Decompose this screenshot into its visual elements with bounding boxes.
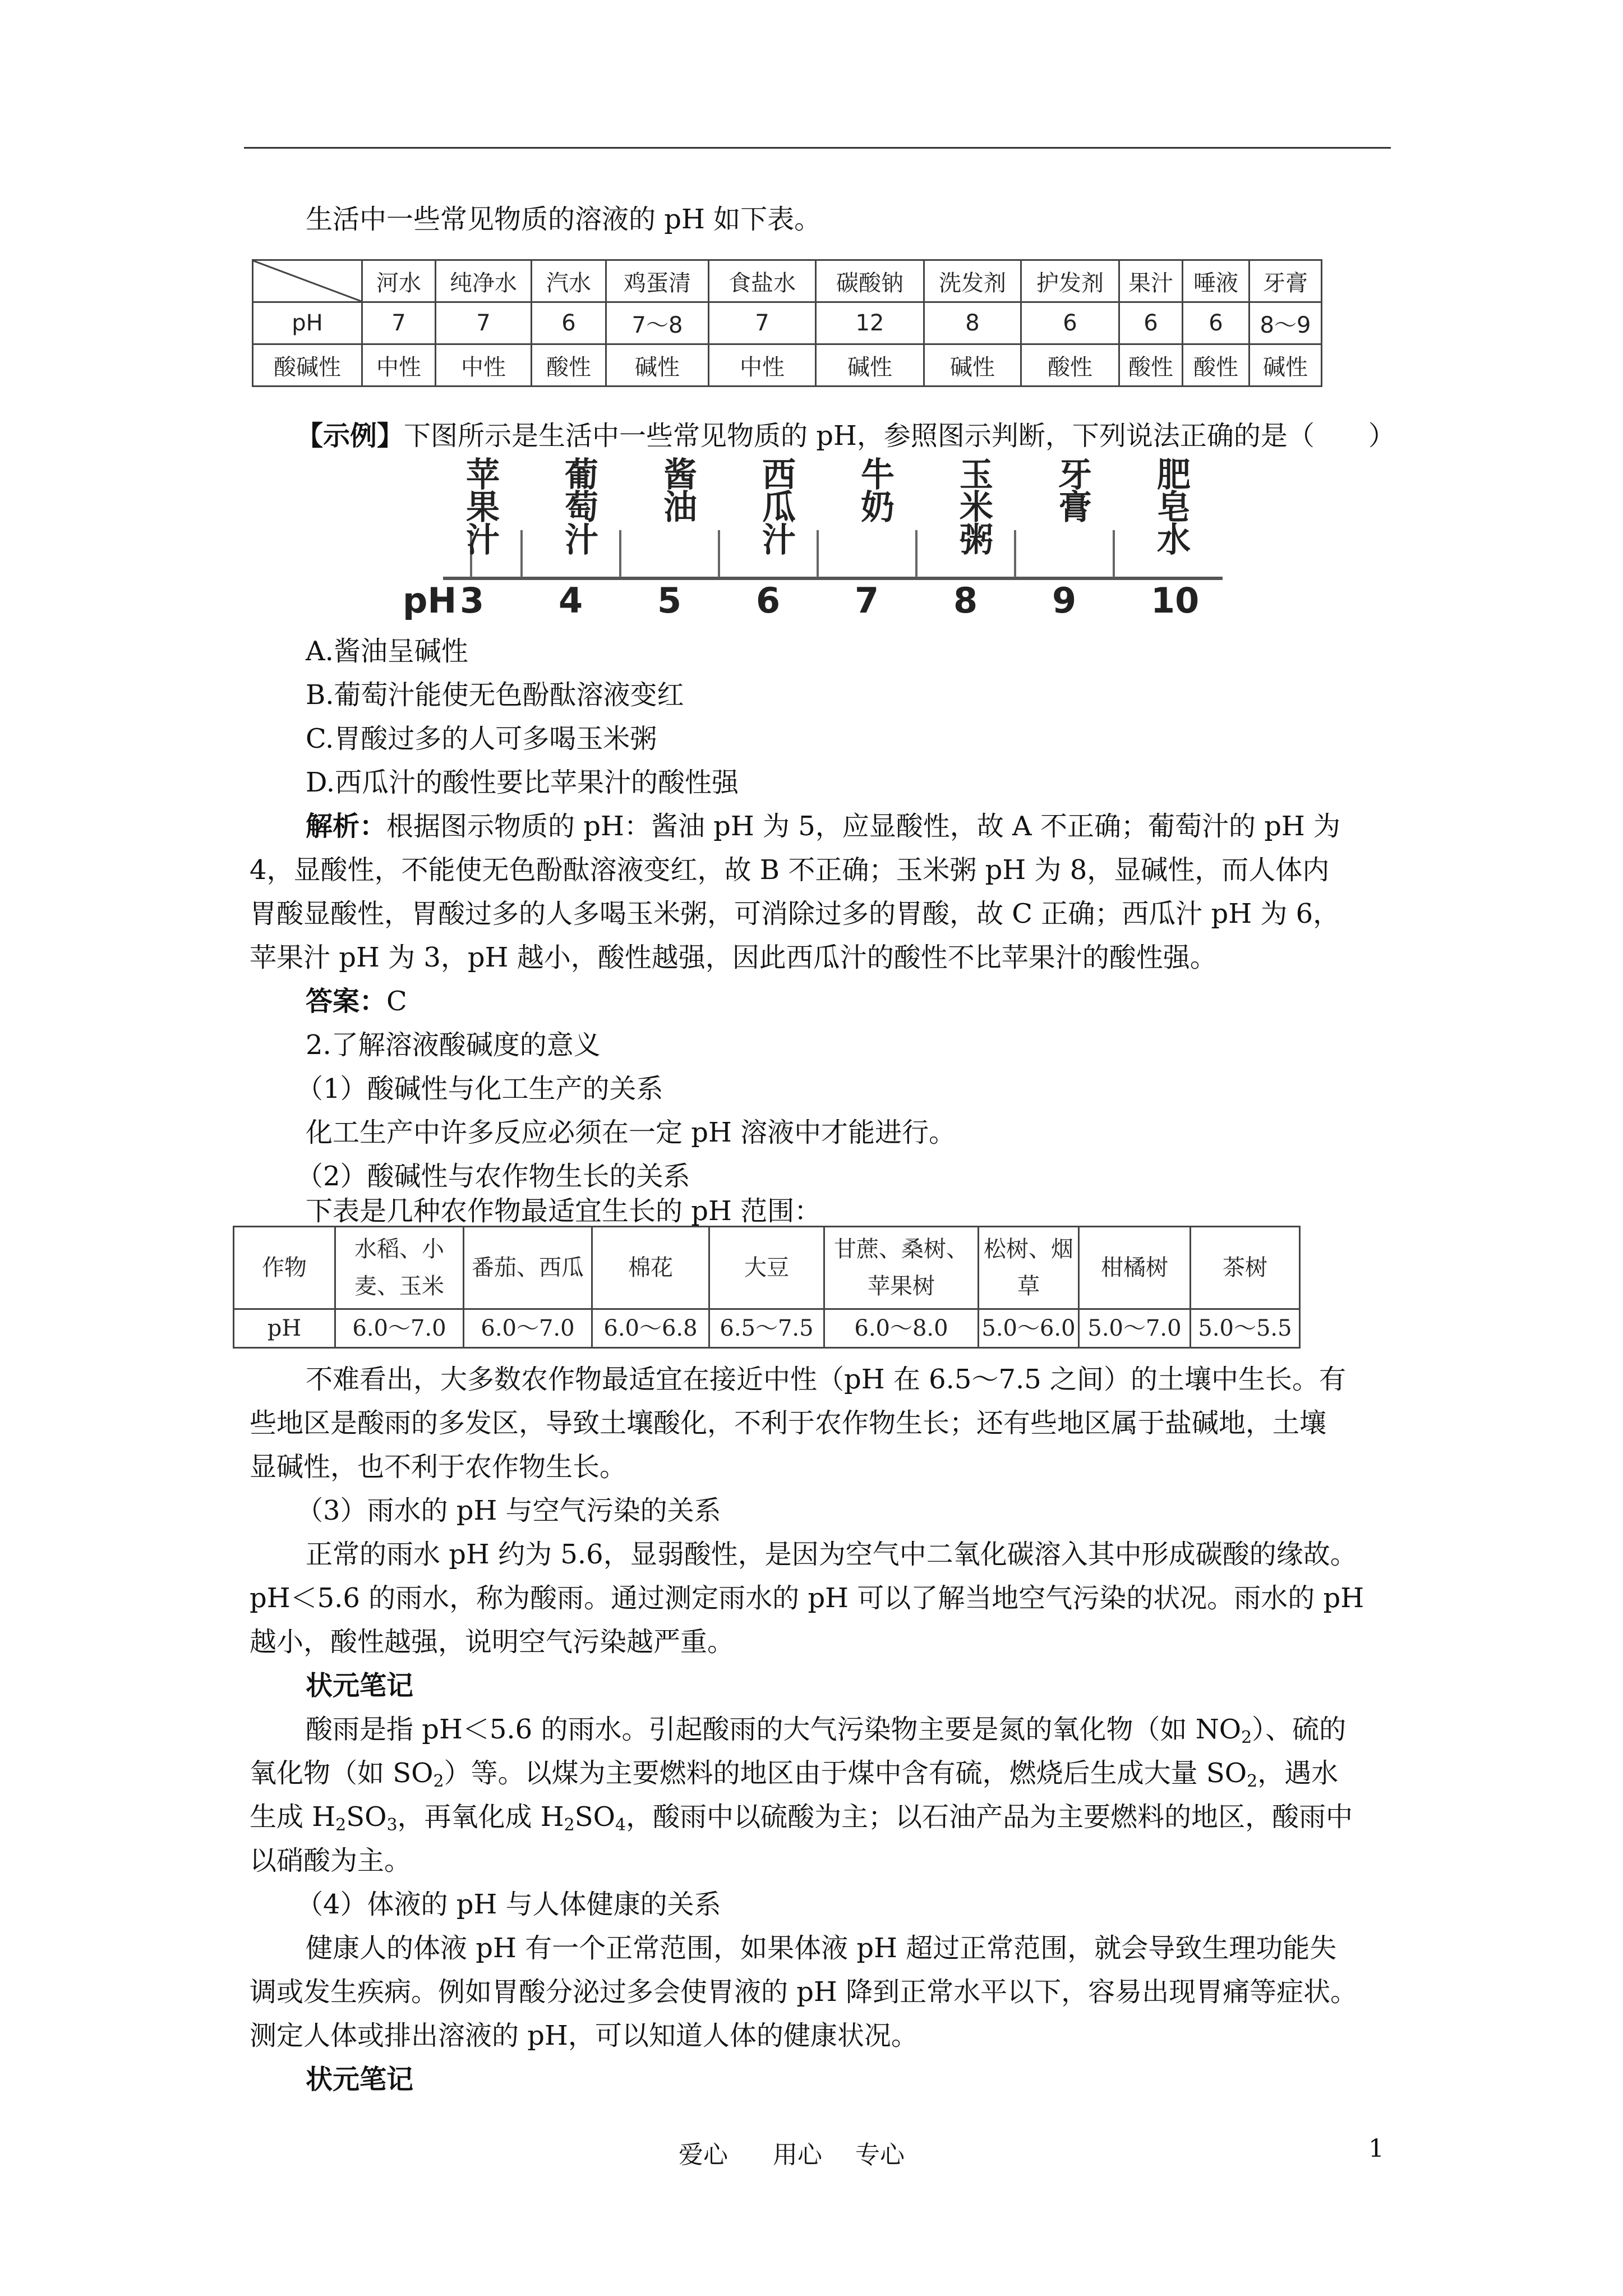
analysis-line: 苹果汁 pH 为 3，pH 越小，酸性越强，因此西瓜汁的酸性不比苹果汁的酸性强。 bbox=[250, 942, 1217, 973]
subscript: 2 bbox=[1247, 1772, 1258, 1791]
subscript: 2 bbox=[564, 1815, 575, 1835]
s1-text: 化工生产中许多反应必须在一定 pH 溶液中才能进行。 bbox=[306, 1117, 956, 1148]
range-cell: 6.0～6.8 bbox=[592, 1309, 709, 1348]
table-cell: 中性 bbox=[362, 344, 436, 386]
analysis-line: 4，显酸性，不能使无色酚酞溶液变红，故 B 不正确；玉米粥 pH 为 8，显碱性，而人体内 bbox=[250, 854, 1330, 886]
section2-title: 2.了解溶液酸碱度的意义 bbox=[306, 1029, 601, 1061]
crop-cell: 大豆 bbox=[709, 1227, 824, 1309]
scale-item-label: 苹 果 汁 bbox=[466, 455, 500, 560]
option-b: B.葡萄汁能使无色酚酞溶液变红 bbox=[306, 679, 684, 711]
subscript: 4 bbox=[615, 1815, 626, 1835]
example-question bbox=[296, 414, 1395, 458]
scale-number: 7 bbox=[855, 580, 879, 621]
scale-number: 6 bbox=[756, 580, 781, 621]
note-text: ）等。以煤为主要燃料的地区由于煤中含有硫，燃烧后生成大量 SO bbox=[444, 1757, 1247, 1789]
s4-para-line: 调或发生疾病。例如胃酸分泌过多会使胃液的 pH 降到正常水平以下，容易出现胃痛等症状。 bbox=[250, 1976, 1358, 2008]
s3-para-line: 正常的雨水 pH 约为 5.6，显弱酸性，是因为空气中二氧化碳溶入其中形成碳酸的缘故。 bbox=[306, 1539, 1357, 1570]
table-cell: 酸性 bbox=[1119, 344, 1183, 386]
scale-item-label: 牙 膏 bbox=[1058, 455, 1092, 527]
scale-tick bbox=[915, 530, 917, 577]
row-label-ph: pH bbox=[234, 1309, 335, 1348]
s4-para-line: 测定人体或排出溶液的 pH，可以知道人体的健康状况。 bbox=[250, 2020, 918, 2051]
s1-title: （1）酸碱性与化工生产的关系 bbox=[296, 1073, 663, 1105]
option-a: A.酱油呈碱性 bbox=[306, 636, 468, 667]
table-cell: 7 bbox=[709, 302, 816, 344]
analysis-label: 解析： bbox=[306, 811, 387, 842]
table-row bbox=[234, 1227, 1300, 1309]
crop-cell: 柑橘树 bbox=[1079, 1227, 1191, 1309]
row-label-crop: 作物 bbox=[234, 1227, 335, 1309]
note-text: ，再氧化成 H bbox=[397, 1801, 564, 1833]
crop-ph-table bbox=[233, 1226, 1301, 1349]
table-cell: 8 bbox=[924, 302, 1021, 344]
scale-number: 10 bbox=[1151, 580, 1200, 621]
range-cell: 5.0～5.5 bbox=[1191, 1309, 1300, 1348]
page-number: 1 bbox=[1368, 2134, 1384, 2163]
subscript: 2 bbox=[433, 1772, 444, 1791]
s2-para-line: 显碱性，也不利于农作物生长。 bbox=[250, 1451, 627, 1483]
table-cell: 酸性 bbox=[532, 344, 606, 386]
scale-tick bbox=[1014, 530, 1016, 577]
table-cell: 酸性 bbox=[1021, 344, 1119, 386]
footer-word: 用心 bbox=[773, 2141, 822, 2169]
note1-line bbox=[250, 1795, 1353, 1839]
table-cell: 7～8 bbox=[606, 302, 709, 344]
scale-item-label: 牛 奶 bbox=[861, 455, 895, 527]
range-cell: 6.5～7.5 bbox=[709, 1309, 824, 1348]
table-cell: 8～9 bbox=[1249, 302, 1322, 344]
subscript: 2 bbox=[335, 1815, 347, 1835]
option-d: D.西瓜汁的酸性要比苹果汁的酸性强 bbox=[306, 767, 739, 798]
note1-line: 以硝酸为主。 bbox=[250, 1845, 412, 1876]
s4-title: （4）体液的 pH 与人体健康的关系 bbox=[296, 1889, 721, 1920]
crop-cell: 番茄、西瓜 bbox=[464, 1227, 592, 1309]
table-header-cell: 纯净水 bbox=[436, 260, 532, 302]
substance-ph-table bbox=[252, 259, 1322, 387]
scale-item-label: 西 瓜 汁 bbox=[762, 455, 796, 560]
scale-item-label: 酱 油 bbox=[663, 455, 697, 527]
table-header-cell: 河水 bbox=[362, 260, 436, 302]
s2-para-line: 些地区是酸雨的多发区，导致土壤酸化，不利于农作物生长；还有些地区属于盐碱地，土壤 bbox=[250, 1407, 1327, 1439]
crop-cell: 松树、烟草 bbox=[979, 1227, 1079, 1309]
note-text: 生成 H bbox=[250, 1801, 336, 1833]
note1-line bbox=[250, 1751, 1338, 1795]
table-cell: 碱性 bbox=[1249, 344, 1322, 386]
scale-item-label: 玉 米 粥 bbox=[960, 455, 993, 560]
scale-item-label: 肥 皂 水 bbox=[1157, 455, 1191, 560]
example-question-text: 下图所示是生活中一些常见物质的 pH，参照图示判断，下列说法正确的是（ ） bbox=[404, 420, 1395, 452]
subscript: 2 bbox=[1241, 1728, 1252, 1747]
range-cell: 6.0～7.0 bbox=[335, 1309, 464, 1348]
answer-line bbox=[306, 979, 407, 1023]
note2-title: 状元笔记 bbox=[306, 2064, 414, 2095]
table-cell: 碱性 bbox=[924, 344, 1021, 386]
row-label-ph: pH bbox=[253, 302, 362, 344]
table-header-cell: 牙膏 bbox=[1249, 260, 1322, 302]
diagonal-corner-cell bbox=[253, 260, 362, 302]
answer-value: C bbox=[386, 986, 407, 1017]
analysis-line bbox=[306, 804, 1340, 848]
scale-tick bbox=[718, 530, 720, 577]
header-rule bbox=[244, 147, 1391, 149]
table-row bbox=[253, 302, 1322, 344]
note-text: SO bbox=[346, 1801, 387, 1833]
scale-number: 4 bbox=[559, 580, 583, 621]
footer-word: 爱心 bbox=[679, 2141, 728, 2169]
scale-ph-label: pH bbox=[403, 580, 457, 621]
answer-label: 答案： bbox=[306, 986, 387, 1017]
analysis-line: 胃酸显酸性，胃酸过多的人多喝玉米粥，可消除过多的胃酸，故 C 正确；西瓜汁 pH 为 6， bbox=[250, 898, 1340, 930]
intro-text: 生活中一些常见物质的溶液的 pH 如下表。 bbox=[306, 204, 822, 235]
range-cell: 6.0～8.0 bbox=[824, 1309, 979, 1348]
scale-tick bbox=[817, 530, 819, 577]
range-cell: 5.0～6.0 bbox=[979, 1309, 1079, 1348]
table-cell: 6 bbox=[1183, 302, 1249, 344]
scale-tick bbox=[1113, 530, 1115, 577]
table-cell: 碱性 bbox=[816, 344, 924, 386]
table-header-cell: 汽水 bbox=[532, 260, 606, 302]
note1-line bbox=[306, 1708, 1346, 1751]
table-header-cell: 食盐水 bbox=[709, 260, 816, 302]
table-cell: 酸性 bbox=[1183, 344, 1249, 386]
s2-text: 下表是几种农作物最适宜生长的 pH 范围： bbox=[306, 1195, 822, 1227]
table-header-cell: 洗发剂 bbox=[924, 260, 1021, 302]
table-cell: 6 bbox=[1119, 302, 1183, 344]
table-cell: 中性 bbox=[709, 344, 816, 386]
note-title: 状元笔记 bbox=[306, 1670, 414, 1701]
table-cell: 7 bbox=[362, 302, 436, 344]
note-text: ，酸雨中以硫酸为主；以石油产品为主要燃料的地区，酸雨中 bbox=[626, 1801, 1353, 1833]
table-cell: 6 bbox=[532, 302, 606, 344]
note-text: 氧化物（如 SO bbox=[250, 1757, 434, 1789]
s3-title: （3）雨水的 pH 与空气污染的关系 bbox=[296, 1495, 721, 1526]
option-c: C.胃酸过多的人可多喝玉米粥 bbox=[306, 723, 657, 754]
note-text: ，遇水 bbox=[1257, 1757, 1339, 1789]
table-cell: 6 bbox=[1021, 302, 1119, 344]
crop-cell: 茶树 bbox=[1191, 1227, 1300, 1309]
table-row bbox=[234, 1309, 1300, 1348]
scale-number: 5 bbox=[657, 580, 682, 621]
s2-para-line: 不难看出，大多数农作物最适宜在接近中性（pH 在 6.5～7.5 之间）的土壤中生长。有 bbox=[306, 1364, 1347, 1395]
scale-item-label: 葡 萄 汁 bbox=[565, 455, 598, 560]
crop-cell: 棉花 bbox=[592, 1227, 709, 1309]
scale-number: 9 bbox=[1052, 580, 1077, 621]
example-prefix: 【示例】 bbox=[296, 420, 404, 452]
table-row bbox=[253, 260, 1322, 302]
note-text: ）、硫的 bbox=[1252, 1714, 1347, 1745]
s2-title: （2）酸碱性与农作物生长的关系 bbox=[296, 1161, 690, 1192]
table-row bbox=[253, 344, 1322, 386]
table-header-cell: 鸡蛋清 bbox=[606, 260, 709, 302]
crop-cell: 甘蔗、桑树、苹果树 bbox=[824, 1227, 979, 1309]
note-text: SO bbox=[574, 1801, 615, 1833]
s4-para-line: 健康人的体液 pH 有一个正常范围，如果体液 pH 超过正常范围，就会导致生理功能失 bbox=[306, 1932, 1337, 1964]
scale-tick bbox=[520, 530, 523, 577]
scale-number: 8 bbox=[953, 580, 978, 621]
crop-cell: 水稻、小麦、玉米 bbox=[335, 1227, 464, 1309]
table-header-cell: 果汁 bbox=[1119, 260, 1183, 302]
row-label-nature: 酸碱性 bbox=[253, 344, 362, 386]
range-cell: 6.0～7.0 bbox=[464, 1309, 592, 1348]
table-header-cell: 护发剂 bbox=[1021, 260, 1119, 302]
scale-number: 3 bbox=[460, 580, 485, 621]
scale-tick bbox=[619, 530, 621, 577]
table-header-cell: 唾液 bbox=[1183, 260, 1249, 302]
s3-para-line: pH＜5.6 的雨水，称为酸雨。通过测定雨水的 pH 可以了解当地空气污染的状况。雨水的 pH bbox=[250, 1582, 1364, 1614]
table-cell: 碱性 bbox=[606, 344, 709, 386]
footer-word: 专心 bbox=[855, 2141, 905, 2169]
table-header-cell: 碳酸钠 bbox=[816, 260, 924, 302]
table-cell: 12 bbox=[816, 302, 924, 344]
table-cell: 7 bbox=[436, 302, 532, 344]
table-cell: 中性 bbox=[436, 344, 532, 386]
range-cell: 5.0～7.0 bbox=[1079, 1309, 1191, 1348]
analysis-text: 根据图示物质的 pH：酱油 pH 为 5，应显酸性，故 A 不正确；葡萄汁的 pH 为 bbox=[386, 811, 1341, 842]
note-text: 酸雨是指 pH＜5.6 的雨水。引起酸雨的大气污染物主要是氮的氧化物（如 NO bbox=[306, 1714, 1242, 1745]
subscript: 3 bbox=[386, 1815, 398, 1835]
s3-para-line: 越小，酸性越强，说明空气污染越严重。 bbox=[250, 1626, 735, 1658]
